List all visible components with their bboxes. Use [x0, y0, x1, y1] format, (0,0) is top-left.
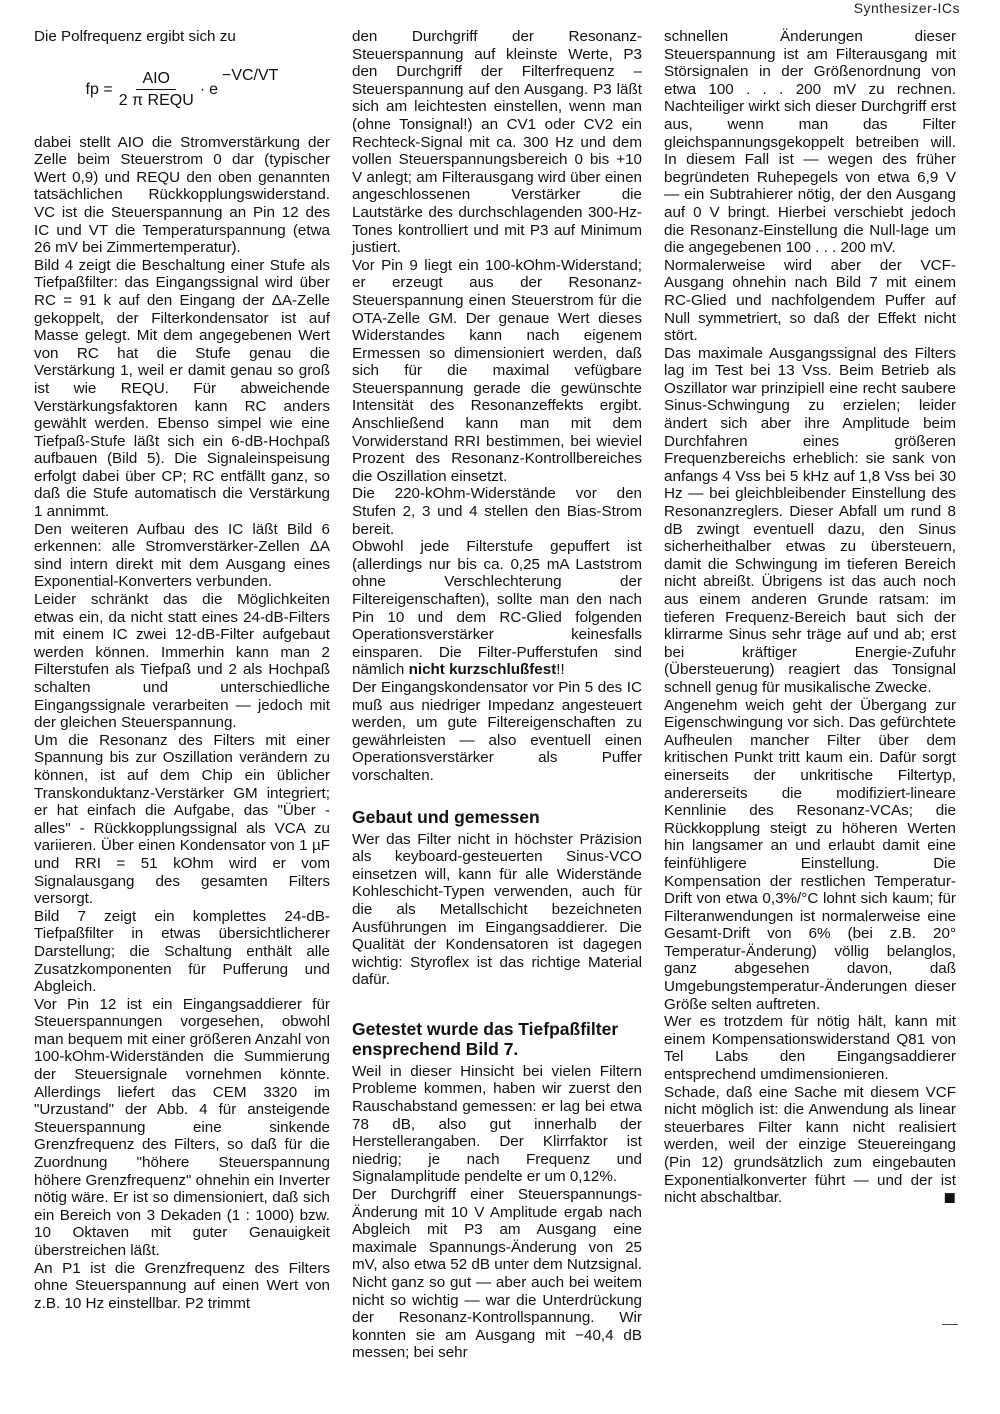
paragraph: dabei stellt AIO die Stromverstärkung der Zelle beim Steuerstrom 0 dar (typischer Wert 0,9) und REQU den oben genannten tatsächlichen Rückkopplungswiderstand. VC ist die Steuerspannung an Pin 12 des IC und VT die Temperaturspannung (etwa 26 mV bei Zimmertemperatur).	[34, 133, 330, 257]
margin-dash	[942, 1324, 958, 1325]
paragraph: An P1 ist die Grenzfrequenz des Filters ohne Steuerspannung auf einen Wert von z.B. 10 Hz einstellbar. P2 trimmt	[34, 1259, 330, 1312]
paragraph: Bild 7 zeigt ein komplettes 24-dB-Tiefpaßfilter in etwas übersichtlicherer Darstellung; die Schaltung enthält alle Zusatzkomponenten für Pufferung und Abgleich.	[34, 907, 330, 996]
paragraph: Vor Pin 12 ist ein Eingangsaddierer für Steuerspannungen vorgesehen, obwohl man bequem mit einer größeren Anzahl von 100-kOhm-Widerständen die Summierung der Steuersignale vornehmen könnte. Allerdings liefert das CEM 3320 im "Urzustand" der Abb. 4 für ansteigende Steuerspannung eine sinkende Grenzfrequenz des Filters, so daß für die Zuordnung "höhere Steuerspannung höhere Grenzfrequenz" ohnehin ein Inverter nötig wäre. Er ist so dimensioniert, daß sich ein Bereich von 3 Dekaden (1 : 1000) bzw. 10 Oktaven mit guter Genauigkeit überstreichen läßt.	[34, 995, 330, 1259]
paragraph: Vor Pin 9 liegt ein 100-kOhm-Widerstand; er erzeugt aus der Resonanz-Steuerspannung einen Steuerstrom für die OTA-Zelle GM. Der genaue Wert dieses Widerstandes kann nach eigenem Ermessen so dimensioniert werden, daß sich für die maximal vefügbare Steuerspannung gerade die gewünschte Intensität des Resonanzeffekts ergibt. Anschließend kann man mit dem Vorwiderstand RRI bestimmen, bei wieviel Prozent des Resonanz-Kontrollbereiches die Oszillation einsetzt.	[352, 256, 642, 485]
puffer-end: !!	[556, 661, 565, 679]
paragraph: Das maximale Ausgangssignal des Filters lag im Test bei 13 Vss. Beim Betrieb als Oszillator war prinzipiell eine recht saubere Sinus-Schwingung zu erzielen; leider ändert sich aber ihre Amplitude beim Durchfahren eines größeren Frequenzbereichs erheblich: sie sank von anfangs 4 Vss bei 5 kHz auf 1,8 Vss bei 30 Hz — bei gleichbleibender Einstellung des Resonanzreglers. Dieser Abfall um rund 8 dB zwingt eventuell dazu, den Sinus sicherheithalber etwas zu übersteuern, damit die Schwingung im tieferen Bereich nicht abreißt. Übrigens ist das auch noch aus einem anderen Grunde ratsam: im tieferen Frequenz-Bereich baut sich der klirrarme Sinus sehr träge auf und ab; erst bei kräftiger Energie-Zufuhr (Übersteuerung) reagiert das Tonsignal schnell genug für musikalische Zwecke.	[664, 344, 956, 696]
article-end-mark-icon: ◼	[943, 1189, 956, 1207]
paragraph: Der Durchgriff einer Steuerspannungs-Änderung mit 10 V Amplitude ergab nach Abgleich mit P3 am Ausgang eine maximale Spannungs-Änderung von 25 mV, also etwa 52 dB unter dem Nutzsignal. Nicht ganz so gut — aber auch bei weitem nicht so wichtig — war die Unterdrückung der Resonanz-Kontrollspannung. Wir konnten sie am Ausgang mit −40,4 dB messen; bei sehr	[352, 1186, 642, 1362]
formula-denominator: 2 π REQU	[118, 92, 194, 110]
formula-numerator: AIO	[136, 70, 176, 91]
formula-lhs: fp =	[85, 80, 113, 98]
paragraph: schnellen Änderungen dieser Steuerspannung ist am Filterausgang mit Störsignalen in der Größenordnung von etwa 100 . . . 200 mV zu rechnen. Nachteiliger wirkt sich dieser Durchgriff erst aus, wenn man das Filter gleichspannungsgekoppelt betreiben will. In diesem Fall ist — wegen des früher begründeten Ruhepegels von etwa 6,9 V — ein Subtrahierer nötig, der den Ausgang auf 0 V bringt. Hierbei verschiebt jedoch die Resonanz-Einstellung die Null-lage um die angegebenen 100 . . . 200 mV.	[664, 28, 956, 257]
final-paragraph: Schade, daß eine Sache mit diesem VCF nicht möglich ist: die Anwendung als linear steuerbares Filter kann nicht realisiert werden, weil der einzige Steuereingang (Pin 12) grundsätzlich zum eingebauten Exponentialkonverter führt — und der ist nicht abschaltbar.	[664, 1083, 956, 1207]
paragraph: Bild 4 zeigt die Beschaltung einer Stufe als Tiefpaßfilter: das Eingangssignal wird über RC = 91 k auf den Eingang der ΔA-Zelle gekoppelt, der Filterkondensator ist auf Masse gelegt. Mit dem angegebenen Wert von RC hat die Stufe genau die Verstärkung 1, weil er damit genau so groß ist wie REQU. Für abweichende Verstärkungsfaktoren kann RC anders gewählt werden. Ebenso simpel wie eine Tiefpaß-Stufe läßt sich ein 6-dB-Hochpaß aufbauen (Bild 5). Die Signaleinspeisung erfolgt dabei über CP; RC entfällt ganz, so daß die Stufe automatisch die Verstärkung 1 annimmt.	[34, 256, 330, 521]
paragraph: Wer es trotzdem für nötig hält, kann mit einem Kompensationswiderstand Q81 von Tel Labs den Eingangsaddierer entsprechend umdimensionieren.	[664, 1013, 956, 1084]
paragraph: Weil in dieser Hinsicht bei vielen Filtern Probleme kommen, haben wir zuerst den Rauschabstand gemessen: er lag bei etwa 78 dB, also gut innerhalb der Herstellerangaben. Der Klirrfaktor ist niedrig; je nach Frequenz und Signalamplitude pendelte er um 0,12%.	[352, 1062, 642, 1186]
column-3	[664, 28, 956, 1207]
paragraph: Den weiteren Aufbau des IC läßt Bild 6 erkennen: alle Stromverstärker-Zellen ΔA sind intern direkt mit dem Ausgang eines Exponential-Konverters verbunden.	[34, 520, 330, 591]
paragraph: den Durchgriff der Resonanz-Steuerspannung auf kleinste Werte, P3 den Durchgriff der Filterfrequenz – Steuerspannung auf den Ausgang. P3 läßt sich am leichtesten einstellen, wenn man (ohne Tonsignal!) an CV1 oder CV2 ein Rechteck-Signal mit ca. 300 Hz und dem vollen Steuerspannungsbereich 0 bis +10 V anlegt; am Filterausgang wird über einen angeschlossenen Verstärker die Lautstärke des durchschlagenden 300-Hz-Tones kontrolliert und mit P3 auf Minimum justiert.	[352, 28, 642, 257]
puffer-text: Obwohl jede Filterstufe gepuffert ist (allerdings nur bis ca. 0,25 mA Laststrom ohne Verschlechterung der Filtereigenschaften), sollte man den nach Pin 10 und dem RC-Glied folgenden Operationsverstärker keinesfalls einsparen. Die Filter-Pufferstufen sind nämlich	[352, 538, 642, 679]
paragraph: Der Eingangskondensator vor Pin 5 des IC muß aus niedriger Impedanz angesteuert werden, um gute Filtereigenschaften zu gewährleisten — also eventuell einen Operationsverstärker als Puffer vorschalten.	[352, 678, 642, 784]
paragraph: Normalerweise wird aber der VCF-Ausgang ohnehin nach Bild 7 mit einem RC-Glied und nachfolgendem Puffer auf Null symmetriert, so daß der Effekt nicht stört.	[664, 256, 956, 345]
paragraph: Wer das Filter nicht in höchster Präzision als keyboard-gesteuerten Sinus-VCO einsetzen will, kann für alle Widerstände Kohleschicht-Typen verwenden, auch für die als Metallschicht bezeichneten Ausführungen im Eingangsaddierer. Die Qualität der Kondensatoren ist dagegen wichtig: Styroflex ist das richtige Material dafür.	[352, 830, 642, 989]
running-title: Synthesizer-ICs	[853, 0, 960, 16]
column-1	[34, 28, 330, 1312]
section-heading-getestet: Getestet wurde das Tiefpaßfilter ensprechend Bild 7.	[352, 1018, 619, 1059]
formula-intro: Die Polfrequenz ergibt sich zu	[34, 28, 236, 45]
paragraph	[352, 538, 642, 679]
section-heading-gebaut: Gebaut und gemessen	[352, 806, 540, 827]
pole-frequency-formula	[34, 64, 330, 116]
paragraph	[664, 1084, 956, 1207]
paragraph: Um die Resonanz des Filters mit einer Spannung bis zur Oszillation verändern zu können, ist auf dem Chip ein üblicher Transkonduktanz-Verstärker GM integriert; er hat einfach die Aufgabe, das "Über - alles" - Rückkopplungssignal als VCA zu variieren. Über einen Kondensator von 1 µF und RRI = 51 kOhm wird er vom Signalausgang des gesamten Filters versorgt.	[34, 731, 330, 908]
formula-base: e	[209, 80, 218, 98]
paragraph: Angenehm weich geht der Übergang zur Eigenschwingung vor sich. Das gefürchtete Aufheulen mancher Filter über dem kritischen Punkt tritt kaum ein. Dafür sorgt einerseits der unkritische Filtertyp, andererseits die modifiziert-lineare Kennlinie des Resonanz-VCAs; die Rückkopplung steigt zu höheren Werten hin langsamer an und erlaubt damit eine feinfühligere Einstellung. Die Kompensation der restlichen Temperatur-Drift von etwa 0,3%/°C lohnt sich kaum; für Filteranwendungen ist normalerweise eine Gesamt-Drift von 6% (bei z.B. 20° Temperatur-Änderung) völlig belanglos, ganz abgesehen davon, daß Umgebungstemperatur-Änderungen dieser Größe selten auftreten.	[664, 696, 956, 1013]
paragraph: Leider schränkt das die Möglichkeiten etwas ein, da nicht statt eines 24-dB-Filters mit einem IC zwei 12-dB-Filter aufgebaut werden können. Immerhin kann man 2 Filterstufen als Tiefpaß und 2 als Hochpaß schalten und unterschiedliche Eingangssignale verarbeiten — jedoch mit der gleichen Steuerspannung.	[34, 591, 330, 732]
formula-exponent: −VC/VT	[221, 66, 279, 84]
formula-dot: ·	[199, 80, 206, 98]
column-2	[352, 28, 642, 1362]
paragraph: Die 220-kOhm-Widerstände vor den Stufen 2, 3 und 4 stellen den Bias-Strom bereit.	[352, 485, 642, 538]
formula-fraction	[119, 70, 194, 110]
puffer-bold-warning: nicht kurzschlußfest	[408, 661, 557, 679]
